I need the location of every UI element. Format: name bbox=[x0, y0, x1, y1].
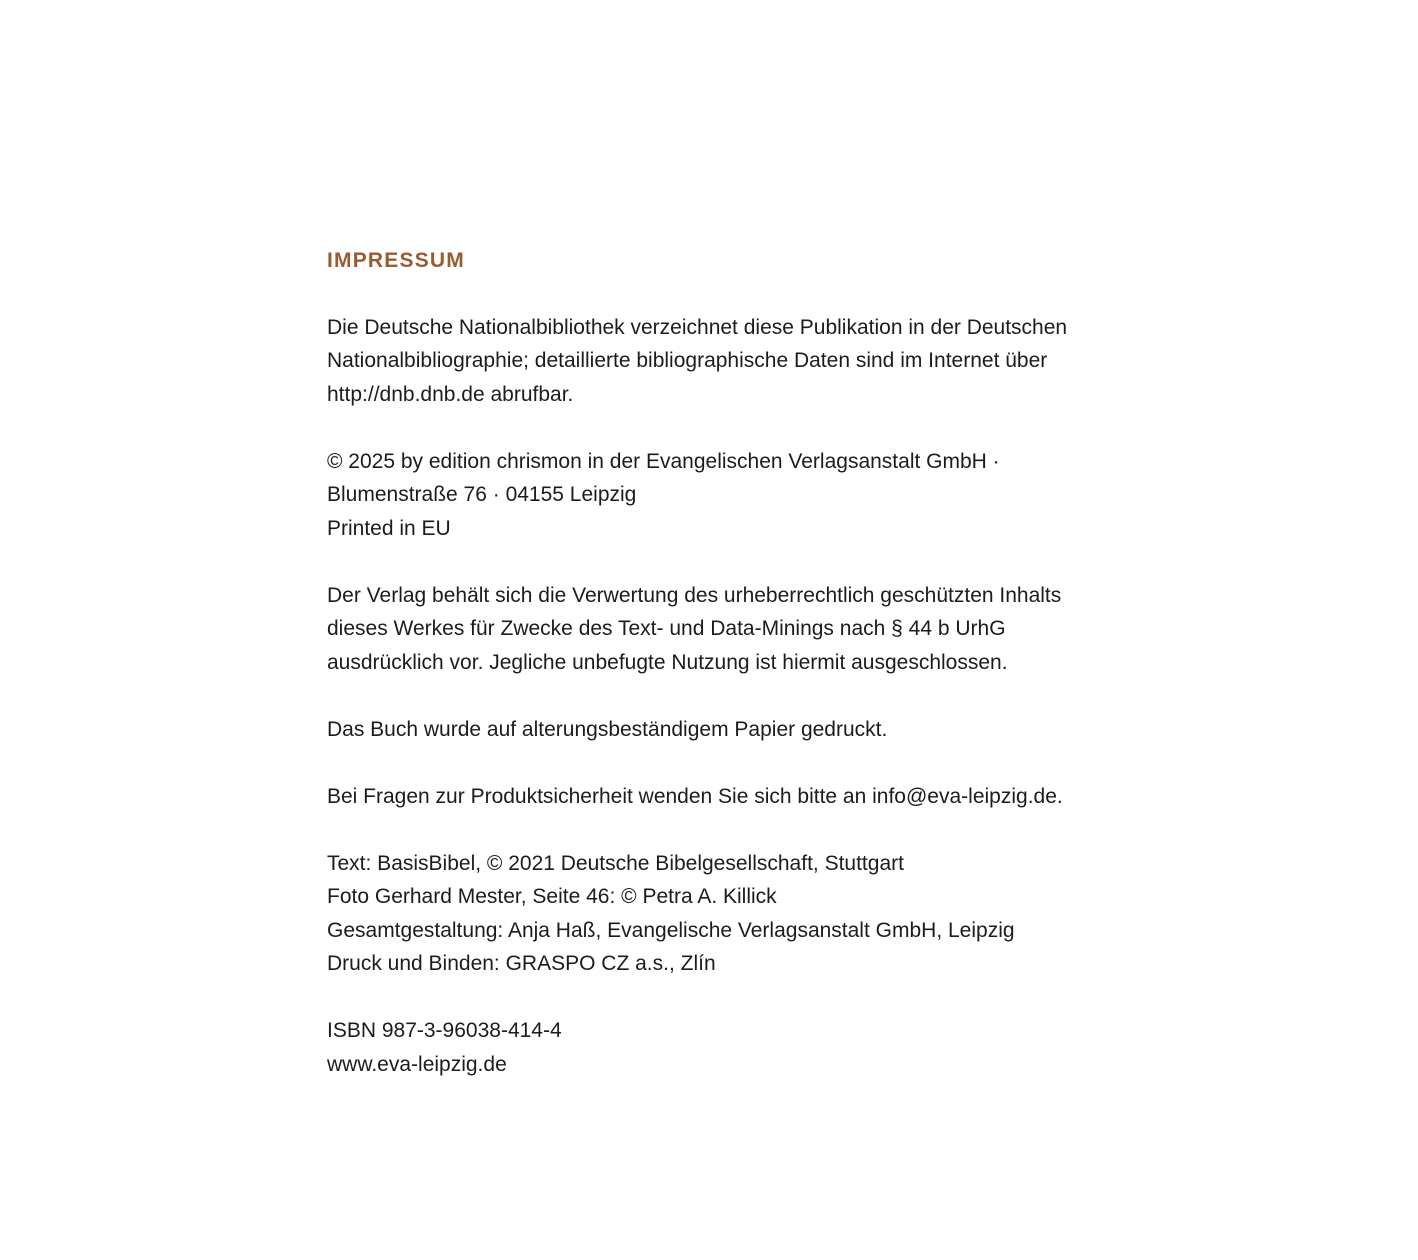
dnb-notice-line: Die Deutsche Nationalbibliothek verzeichnet diese Publikation in der Deutschen bbox=[327, 315, 1068, 339]
credit-print: Druck und Binden: GRASPO CZ a.s., Zlín bbox=[327, 952, 716, 975]
isbn-block bbox=[327, 1014, 1147, 1081]
credits bbox=[327, 847, 1147, 981]
rights-line: Der Verlag behält sich die Verwertung des urheberrechtlich geschützten Inhalts bbox=[327, 583, 1062, 607]
rights-notice bbox=[327, 579, 1147, 680]
copyright-notice bbox=[327, 445, 1147, 546]
product-safety-line: Bei Fragen zur Produktsicherheit wenden Sie sich bitte an info@eva-leipzig.de. bbox=[327, 784, 1063, 808]
credit-photo: Foto Gerhard Mester, Seite 46: © Petra A. Killick bbox=[327, 885, 777, 908]
publisher-address: Blumenstraße 76 · 04155 Leipzig bbox=[327, 483, 637, 506]
product-safety-notice bbox=[327, 780, 1147, 814]
printed-in: Printed in EU bbox=[327, 516, 451, 540]
page-title: IMPRESSUM bbox=[327, 249, 465, 272]
dnb-notice bbox=[327, 311, 1147, 412]
credit-text: Text: BasisBibel, © 2021 Deutsche Bibelgesellschaft, Stuttgart bbox=[327, 851, 904, 875]
credit-design: Gesamtgestaltung: Anja Haß, Evangelische Verlagsanstalt GmbH, Leipzig bbox=[327, 918, 1015, 942]
dnb-notice-line: Nationalbibliographie; detaillierte bibliographische Daten sind im Internet über bbox=[327, 349, 1048, 372]
rights-line: ausdrücklich vor. Jegliche unbefugte Nutzung ist hiermit ausgeschlossen. bbox=[327, 650, 1008, 674]
isbn: ISBN 987-3-96038-414-4 bbox=[327, 1019, 562, 1042]
copyright-line: © 2025 by edition chrismon in der Evangelischen Verlagsanstalt GmbH · bbox=[327, 449, 1000, 473]
paper-notice bbox=[327, 713, 1147, 747]
website: www.eva-leipzig.de bbox=[327, 1052, 507, 1076]
rights-line: dieses Werkes für Zwecke des Text- und Data-Minings nach § 44 b UrhG bbox=[327, 617, 1006, 640]
paper-line: Das Buch wurde auf alterungsbeständigem Papier gedruckt. bbox=[327, 717, 888, 741]
dnb-notice-line: http://dnb.dnb.de abrufbar. bbox=[327, 382, 574, 406]
imprint-content bbox=[327, 244, 1147, 1115]
